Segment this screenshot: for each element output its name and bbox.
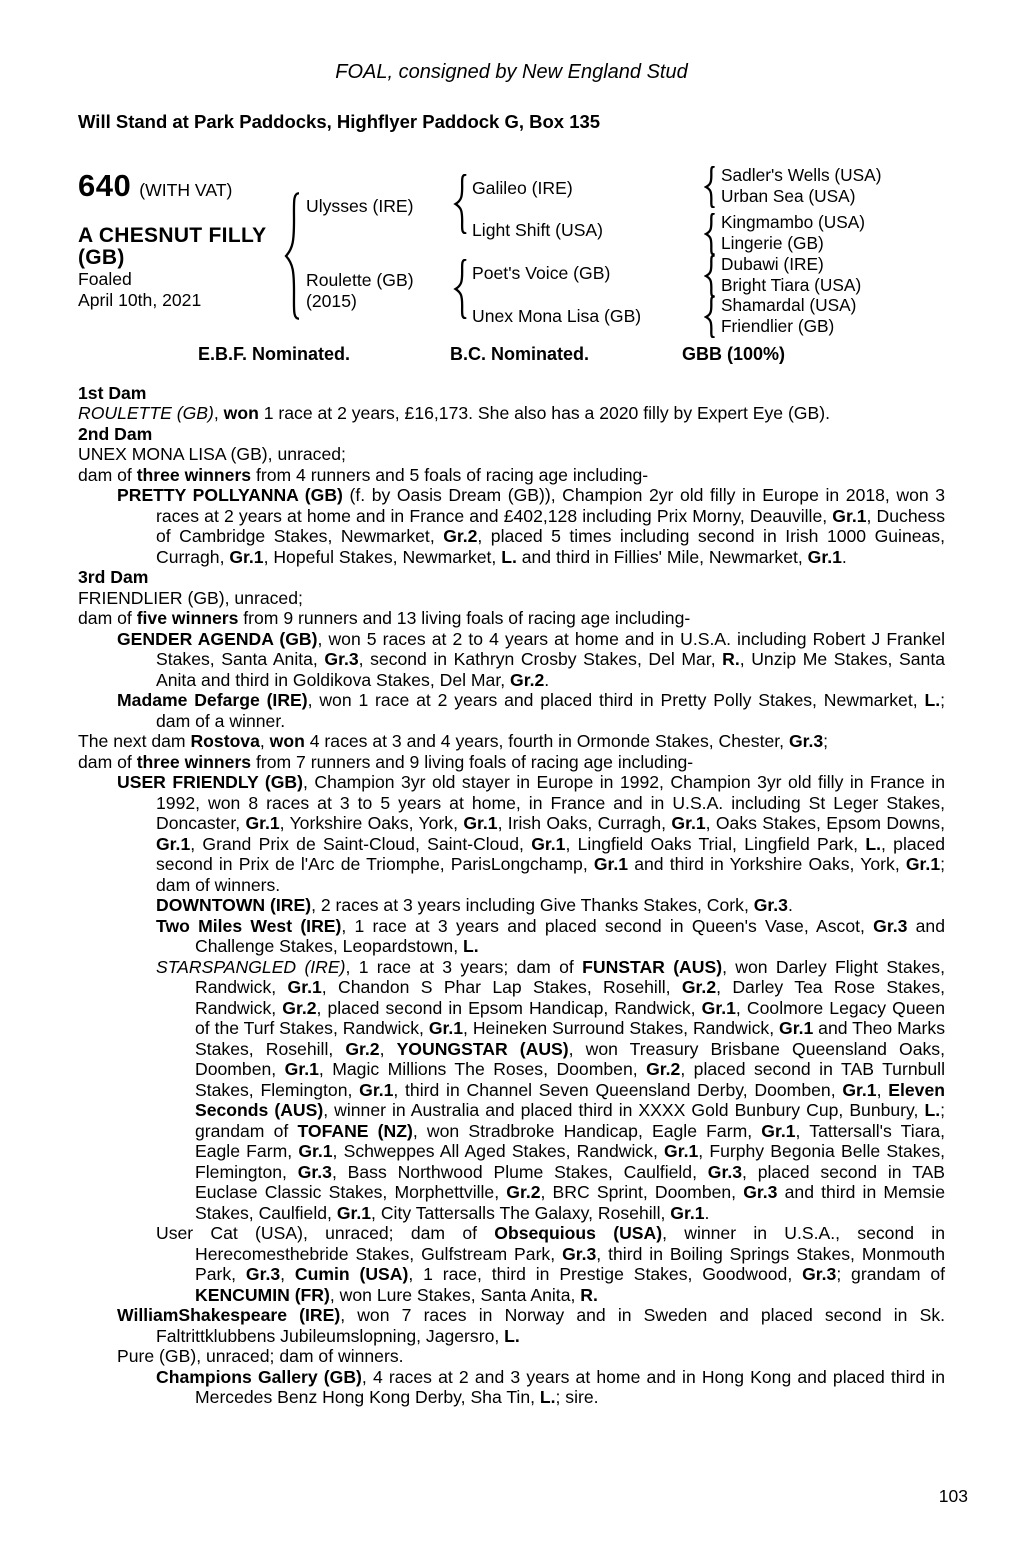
foaled-date: April 10th, 2021 — [78, 289, 202, 310]
next-dam-rostova: The next dam Rostova, won 4 races at 3 and 4 years, fourth in Ormonde Stakes, Chester, Gr.3; — [78, 731, 829, 751]
produce-entry-madame-defarge: Madame Defarge (IRE), won 1 race at 2 years and placed third in Pretty Polly Stakes, Newmarket, L.; dam of a winner. — [117, 690, 945, 731]
dam-produce-intro: dam of three winners from 4 runners and 5 foals of racing age including- — [78, 464, 649, 485]
great-grandparent-brace — [704, 296, 716, 338]
produce-entry-downtown: DOWNTOWN (IRE), 2 races at 3 years including Give Thanks Stakes, Cork, Gr.3. — [156, 895, 793, 915]
vat-note: (WITH VAT) — [139, 179, 233, 200]
horse-name-suffix: (GB) — [78, 245, 125, 269]
great-grandparent-name: Shamardal (USA) — [721, 294, 857, 315]
great-grandparent-brace — [704, 213, 716, 255]
stand-location-line: Will Stand at Park Paddocks, Highflyer Paddock G, Box 135 — [78, 111, 601, 132]
produce-entry-william-shakespeare: WilliamShakespeare (IRE), won 7 races in Norway and in Sweden and placed second in Sk. Faltrittklubbens Jubileumslopning, Jagersro, L. — [117, 1305, 946, 1346]
dam-entry-friendlier: FRIENDLIER (GB), unraced; — [78, 587, 303, 608]
dam-name-block — [306, 270, 414, 312]
sire-dam-brace — [283, 192, 301, 320]
great-grandparent-name: Friendlier (GB) — [721, 315, 835, 336]
lot-row — [78, 168, 232, 204]
produce-entry-champions-gallery: Champions Gallery (GB), 4 races at 2 and 3 years at home and in Hong Kong and placed third in Mercedes Benz Hong Kong Derby, Sha Tin, L.; sire. — [156, 1366, 946, 1407]
section-heading-3rd-dam: 3rd Dam — [78, 567, 149, 587]
produce-entry-user-cat: User Cat (USA), unraced; dam of Obsequious (USA), winner in U.S.A., second in Herecomesthebride Stakes, Gulfstream Park, Gr.3, third in Boiling Springs Stakes, Monmouth Park, Gr.3, Cumin (USA), 1 race, third in Prestige Stakes, Goodwood, Gr.3; grandam of KENCUMIN (FR), won Lure Stakes, Santa Anita, R. — [156, 1223, 946, 1305]
great-grandparent-name: Bright Tiara (USA) — [721, 274, 862, 295]
dam-name: Roulette (GB) — [306, 269, 414, 290]
great-grandparent-brace — [704, 255, 716, 297]
dam-entry-unex-mona-lisa: UNEX MONA LISA (GB), unraced; — [78, 444, 346, 464]
great-grandparent-pair — [704, 295, 856, 337]
grandparent-name: Unex Mona Lisa (GB) — [472, 305, 642, 326]
nomination-ebf: E.B.F. Nominated. — [198, 343, 351, 364]
grandparent-name: Poet's Voice (GB) — [472, 262, 611, 283]
grandparent-name: Galileo (IRE) — [472, 177, 573, 198]
nomination-bc: B.C. Nominated. — [450, 343, 590, 364]
great-grandparent-name: Lingerie (GB) — [721, 232, 824, 253]
great-grandparent-pair — [704, 165, 881, 207]
great-grandparent-name: Kingmambo (USA) — [721, 211, 866, 232]
great-grandparent-name: Sadler's Wells (USA) — [721, 164, 882, 185]
produce-entry-user-friendly: USER FRIENDLY (GB), Champion 3yr old stayer in Europe in 1992, Champion 3yr old filly in France in 1992, won 8 races at 3 to 5 years at home, in France and in U.S.A. including St Leger Stakes, Doncaster, Gr.1, Yorkshire Oaks, York, Gr.1, Irish Oaks, Curragh, Gr.1, Oaks Stakes, Epsom Downs, Gr.1, Grand Prix de Saint-Cloud, Saint-Cloud, Gr.1, Lingfield Oaks Trial, Lingfield Park, L., placed second in Prix de l'Arc de Triomphe, ParisLongchamp, Gr.1 and third in Yorkshire Oaks, York, Gr.1; dam of winners. — [117, 772, 946, 895]
section-heading-1st-dam: 1st Dam — [78, 382, 147, 403]
nominations-row — [78, 344, 945, 366]
produce-entry-starspangled: STARSPANGLED (IRE), 1 race at 3 years; dam of FUNSTAR (AUS), won Darley Flight Stakes, Randwick, Gr.1, Chandon S Phar Lap Stakes, Rosehill, Gr.2, Darley Tea Rose Stakes, Randwick, Gr.2, placed second in Epsom Handicap, Randwick, Gr.1, Coolmore Legacy Queen of the Turf Stakes, Randwick, Gr.1, Heineken Surround Stakes, Randwick, Gr.1 and Theo Marks Stakes, Rosehill, Gr.2, YOUNGSTAR (AUS), won Treasury Brisbane Queensland Oaks, Doomben, Gr.1, Magic Millions The Roses, Doomben, Gr.2, placed second in TAB Turnbull Stakes, Flemington, Gr.1, third in Channel Seven Queensland Derby, Doomben, Gr.1, Eleven Seconds (AUS), winner in Australia and placed third in XXXX Gold Bunbury Cup, Bunbury, L.; grandam of TOFANE (NZ), won Stradbroke Handicap, Eagle Farm, Gr.1, Tattersall's Tiara, Eagle Farm, Gr.1, Schweppes All Aged Stakes, Randwick, Gr.1, Furphy Begonia Belle Stakes, Flemington, Gr.3, Bass Northwood Plume Stakes, Caulfield, Gr.3, placed second in TAB Euclase Classic Stakes, Morphettville, Gr.2, BRC Sprint, Doomben, Gr.3 and third in Memsie Stakes, Caulfield, Gr.1, City Tattersalls The Galaxy, Rosehill, Gr.1. — [156, 956, 946, 1223]
produce-entry-two-miles-west: Two Miles West (IRE), 1 race at 3 years and placed second in Queen's Vase, Ascot, Gr.3 and Challenge Stakes, Leopardstown, L. — [156, 915, 945, 956]
pedigree-table — [78, 152, 945, 338]
consignment-title: FOAL, consigned by New England Stud — [335, 61, 688, 83]
dam-entry-roulette: ROULETTE (GB), won 1 race at 2 years, £16,173. She also has a 2020 filly by Expert Eye (GB). — [78, 403, 830, 423]
grandparent-name: Light Shift (USA) — [472, 219, 604, 240]
pedigree-text — [78, 383, 945, 1408]
great-grandparent-pair — [704, 254, 861, 296]
great-grandparent-brace — [704, 166, 716, 208]
great-grandparent-pair — [704, 212, 865, 254]
dam-year: (2015) — [306, 290, 357, 311]
section-heading-2nd-dam: 2nd Dam — [78, 423, 153, 444]
produce-entry-gender-agenda: GENDER AGENDA (GB), won 5 races at 2 to 4 years at home and in U.S.A. including Robert J Frankel Stakes, Santa Anita, Gr.3, second in Kathryn Crosby Stakes, Del Mar, R., Unzip Me Stakes, Santa Anita and third in Goldikova Stakes, Del Mar, Gr.2. — [117, 628, 946, 690]
foaled-label: Foaled — [78, 268, 132, 289]
nomination-gbb: GBB (100%) — [682, 343, 786, 364]
lot-number: 640 — [78, 167, 132, 203]
dam-produce-intro: dam of five winners from 9 runners and 13 living foals of racing age including- — [78, 608, 691, 628]
produce-entry-pure: Pure (GB), unraced; dam of winners. — [117, 1346, 404, 1366]
horse-name: A CHESNUT FILLY — [78, 223, 267, 247]
produce-entry-pretty-pollyanna: PRETTY POLLYANNA (GB) (f. by Oasis Dream (GB)), Champion 2yr old filly in Europe in 2018, won 3 races at 2 years at home and in France and £402,128 including Prix Morny, Deauville, Gr.1, Duchess of Cambridge Stakes, Newmarket, Gr.2, placed 5 times including second in Irish 1000 Guineas, Curragh, Gr.1, Hopeful Stakes, Newmarket, L. and third in Fillies' Mile, Newmarket, Gr.1. — [117, 485, 945, 567]
great-grandparent-name: Dubawi (IRE) — [721, 253, 824, 274]
dam-produce-intro: dam of three winners from 7 runners and 9 living foals of racing age including- — [78, 751, 694, 772]
sire-grandparents-brace — [453, 174, 468, 234]
sire-name: Ulysses (IRE) — [306, 195, 414, 216]
great-grandparent-name: Urban Sea (USA) — [721, 185, 856, 206]
page-number: 103 — [938, 1486, 968, 1506]
dam-grandparents-brace — [453, 259, 468, 319]
